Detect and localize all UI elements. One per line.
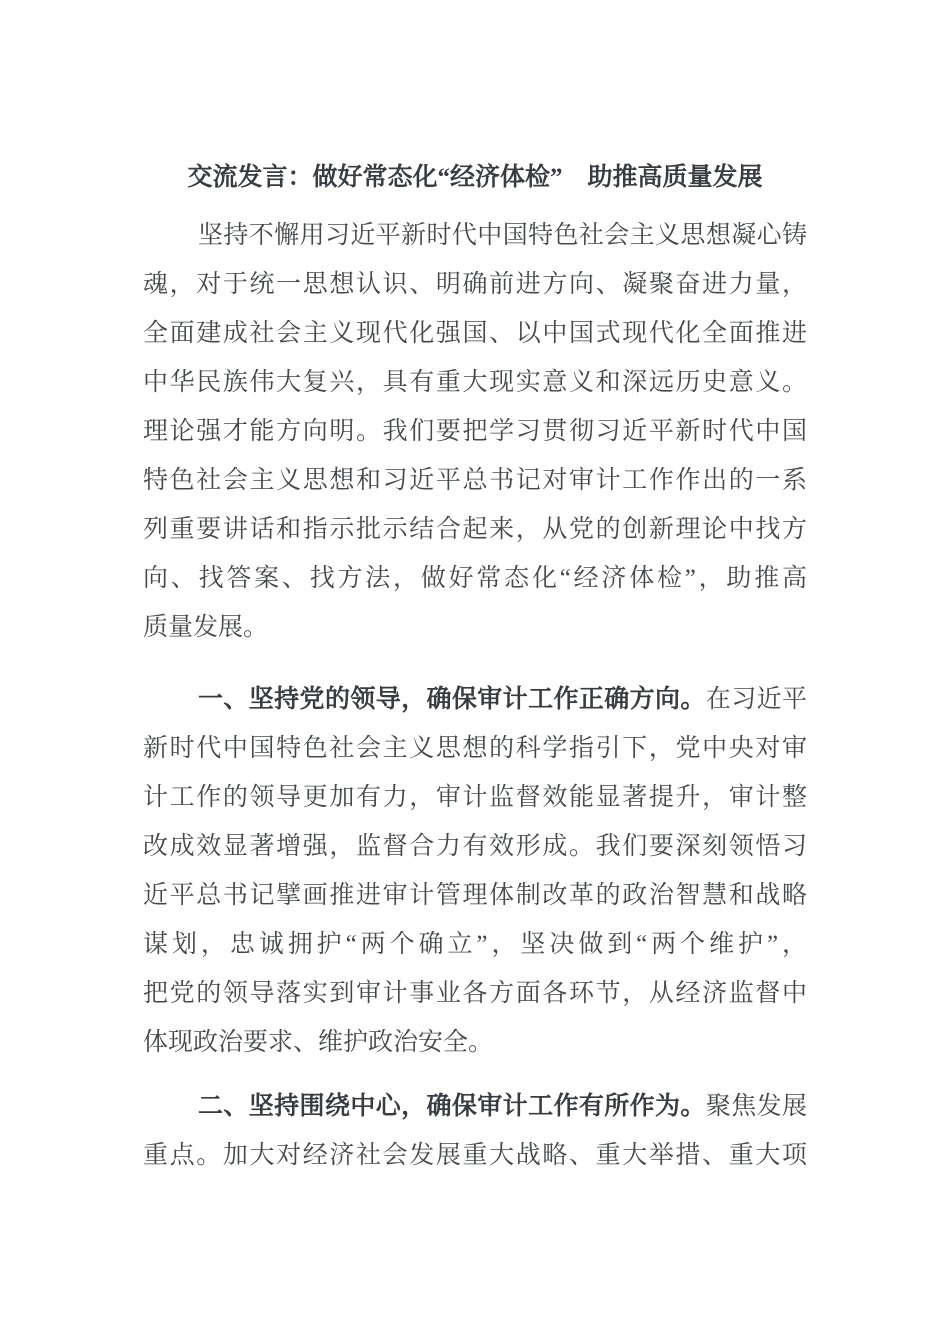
text-line [143, 822, 807, 871]
text-run: 向、找答案、找方法，做好常态化“经济体检”，助推高 [143, 565, 807, 592]
text-run: 体现政治要求、维护政治安全。 [143, 1029, 494, 1056]
text-run: 理论强才能方向明。我们要把学习贯彻习近平新时代中国 [143, 418, 807, 445]
text-run: 质量发展。 [143, 614, 269, 641]
text-line [143, 211, 807, 260]
bold-heading-run: 二、坚持围绕中心，确保审计工作有所作为。 [198, 1093, 706, 1120]
text-line [143, 773, 807, 822]
text-line [143, 456, 807, 505]
text-run: 全面建成社会主义现代化强国、以中国式现代化全面推进 [143, 320, 807, 347]
text-run: 聚焦发展 [705, 1093, 807, 1120]
intro-paragraph [143, 211, 807, 652]
text-line [143, 554, 807, 603]
text-run: 列重要讲话和指示批示结合起来，从党的创新理论中找方 [143, 516, 807, 543]
text-line [143, 358, 807, 407]
text-run: 改成效显著增强，监督合力有效形成。我们要深刻领悟习 [143, 833, 807, 860]
text-line [143, 603, 807, 652]
text-run: 把党的领导落实到审计事业各方面各环节，从经济监督中 [143, 980, 807, 1007]
text-run: 重点。加大对经济社会发展重大战略、重大举措、重大项 [143, 1142, 807, 1169]
text-line [143, 260, 807, 309]
text-line [143, 1131, 807, 1180]
text-run: 魂，对于统一思想认识、明确前进方向、凝聚奋进力量， [143, 271, 807, 298]
text-line [143, 1082, 807, 1131]
bold-heading-run: 一、坚持党的领导，确保审计工作正确方向。 [198, 686, 706, 713]
text-line [143, 505, 807, 554]
text-run: 在习近平 [705, 686, 807, 713]
text-line [143, 675, 807, 724]
text-run: 特色社会主义思想和习近平总书记对审计工作作出的一系 [143, 467, 807, 494]
text-line [143, 920, 807, 969]
section-1-paragraph [143, 675, 807, 1067]
text-run: 新时代中国特色社会主义思想的科学指引下，党中央对审 [143, 735, 807, 762]
text-run: 中华民族伟大复兴，具有重大现实意义和深远历史意义。 [143, 369, 807, 396]
text-line [143, 871, 807, 920]
text-run: 坚持不懈用习近平新时代中国特色社会主义思想凝心铸 [198, 222, 807, 249]
text-line [143, 969, 807, 1018]
text-line [143, 309, 807, 358]
text-run: 计工作的领导更加有力，审计监督效能显著提升，审计整 [143, 784, 807, 811]
text-line [143, 724, 807, 773]
document-title: 交流发言：做好常态化“经济体检” 助推高质量发展 [187, 164, 763, 191]
text-run: 近平总书记擘画推进审计管理体制改革的政治智慧和战略 [143, 882, 807, 909]
section-2-paragraph [143, 1082, 807, 1180]
text-run: 谋划，忠诚拥护“两个确立”，坚决做到“两个维护”， [143, 931, 807, 958]
text-line [143, 1018, 807, 1067]
text-line [143, 407, 807, 456]
